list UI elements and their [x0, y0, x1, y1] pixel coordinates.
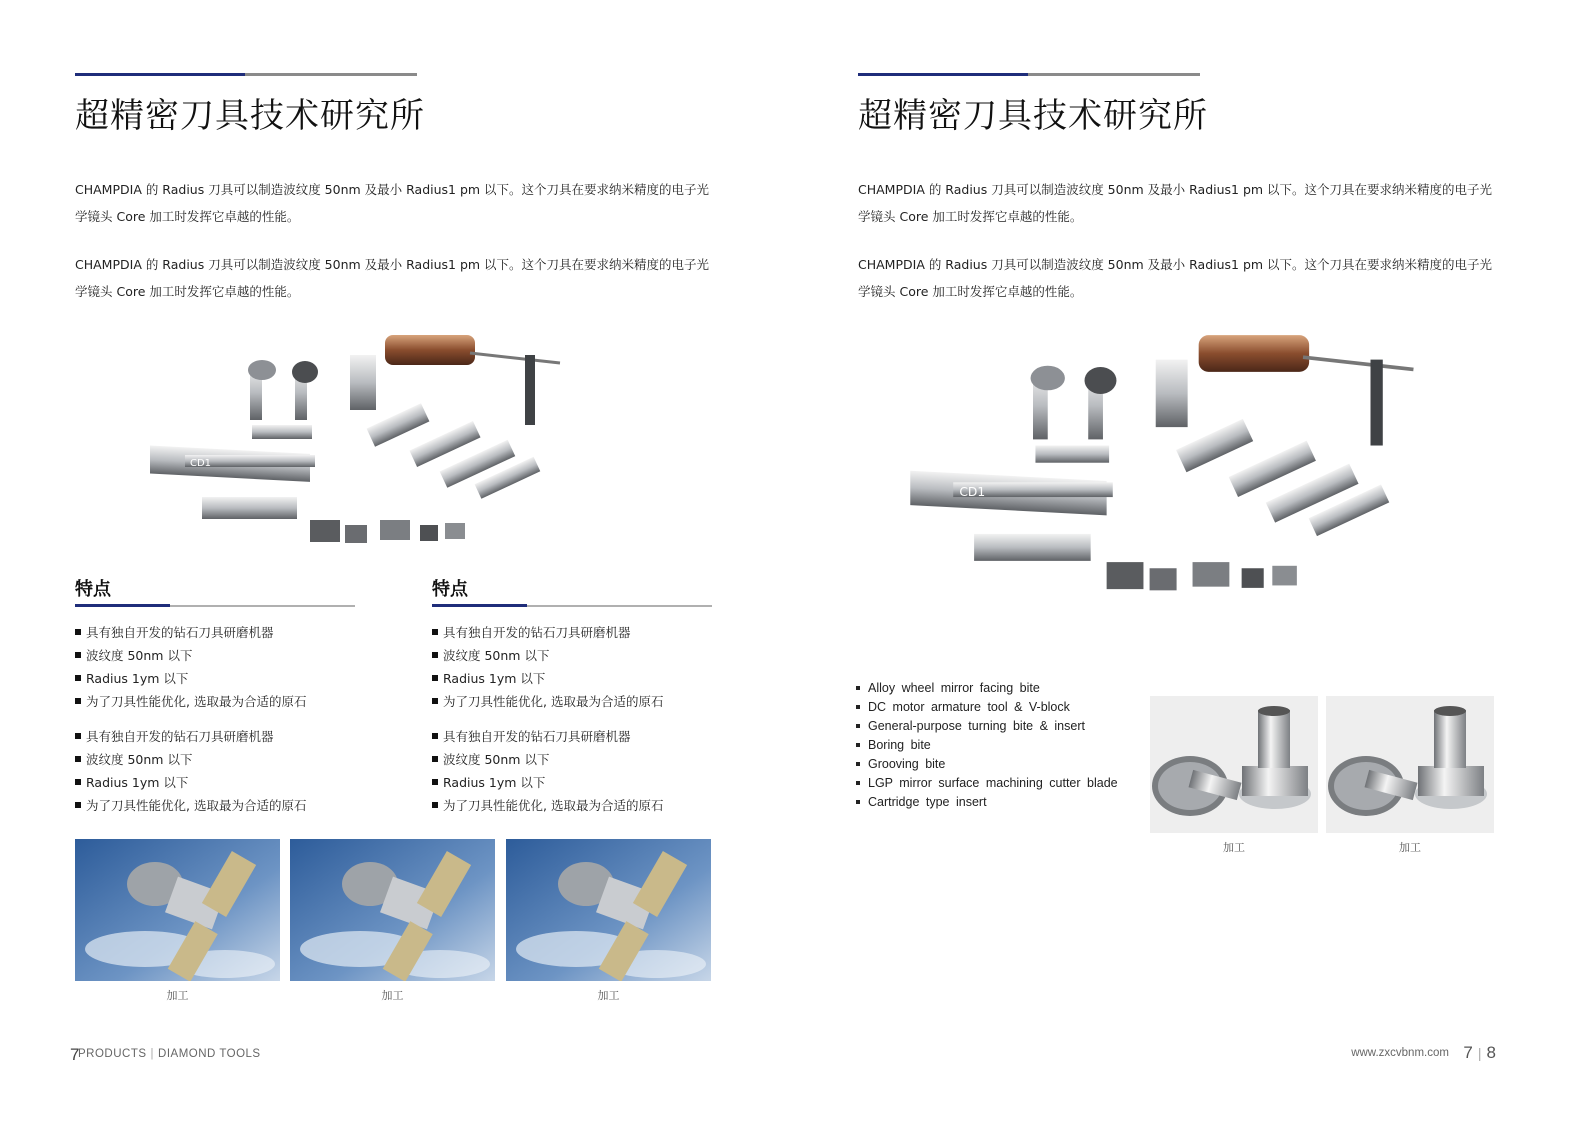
- page-numbers: [1463, 1043, 1496, 1062]
- list-item: General-purpose turning bite & insert: [856, 717, 1118, 736]
- satellite-photo: [506, 839, 711, 981]
- footer-section: [78, 1048, 261, 1060]
- page-number: 7: [1463, 1043, 1473, 1062]
- feature-list: [432, 725, 712, 817]
- page-title: 超精密刀具技术研究所: [75, 96, 425, 136]
- diamond-tools-image: [140, 325, 580, 560]
- list-item: Grooving bite: [856, 755, 1118, 774]
- feature-item: Radius 1ym 以下: [75, 667, 355, 690]
- page-separator: |: [1477, 1045, 1482, 1061]
- heading-rule-accent: [432, 604, 527, 607]
- satellite-photo: [75, 839, 280, 981]
- photo-caption: 加工: [381, 989, 404, 1002]
- product-list: [856, 679, 1118, 812]
- feature-item: 具有独自开发的钻石刀具研磨机器: [432, 725, 712, 748]
- footer: [1351, 1043, 1496, 1063]
- list-item: Boring bite: [856, 736, 1118, 755]
- photo-caption: 加工: [597, 989, 620, 1002]
- section-name: PRODUCTS: [78, 1048, 147, 1060]
- heading-rule: [75, 605, 355, 607]
- intro-paragraph: CHAMPDIA 的 Radius 刀具可以制造波纹度 50nm 及最小 Radius1 pm 以下。这个刀具在要求纳米精度的电子光学镜头 Core 加工时发挥它卓越的性能。: [75, 257, 710, 299]
- list-item: Alloy wheel mirror facing bite: [856, 679, 1118, 698]
- list-item: Cartridge type insert: [856, 793, 1118, 812]
- website-url: www.zxcvbnm.com: [1351, 1047, 1449, 1059]
- features-heading: 特点: [432, 579, 468, 600]
- subsection-name: DIAMOND TOOLS: [158, 1048, 261, 1060]
- feature-item: 具有独自开发的钻石刀具研磨机器: [75, 725, 355, 748]
- feature-item: 波纹度 50nm 以下: [75, 644, 355, 667]
- intro-paragraph: CHAMPDIA 的 Radius 刀具可以制造波纹度 50nm 及最小 Radius1 pm 以下。这个刀具在要求纳米精度的电子光学镜头 Core 加工时发挥它卓越的性能。: [858, 257, 1493, 299]
- feature-item: 为了刀具性能优化, 选取最为合适的原石: [432, 690, 712, 713]
- photo-caption: 加工: [1223, 841, 1245, 854]
- feature-item: Radius 1ym 以下: [432, 771, 712, 794]
- feature-item: Radius 1ym 以下: [432, 667, 712, 690]
- title-rule: [75, 73, 417, 76]
- right-page: [793, 0, 1586, 1122]
- intro-paragraph: CHAMPDIA 的 Radius 刀具可以制造波纹度 50nm 及最小 Radius1 pm 以下。这个刀具在要求纳米精度的电子光学镜头 Core 加工时发挥它卓越的性能。: [75, 182, 710, 224]
- feature-list: [432, 621, 712, 713]
- diamond-tools-image: [898, 322, 1438, 612]
- feature-item: 具有独自开发的钻石刀具研磨机器: [75, 621, 355, 644]
- features-block: [75, 575, 355, 817]
- photo-caption: 加工: [1399, 841, 1421, 854]
- list-item: DC motor armature tool & V-block: [856, 698, 1118, 717]
- title-rule: [858, 73, 1200, 76]
- page-number: 8: [1486, 1043, 1496, 1062]
- heading-rule-accent: [75, 604, 170, 607]
- list-item: LGP mirror surface machining cutter blade: [856, 774, 1118, 793]
- feature-item: 具有独自开发的钻石刀具研磨机器: [432, 621, 712, 644]
- feature-item: 为了刀具性能优化, 选取最为合适的原石: [75, 794, 355, 817]
- satellite-photo: [290, 839, 495, 981]
- feature-item: Radius 1ym 以下: [75, 771, 355, 794]
- page-number: 7: [70, 1045, 80, 1064]
- features-heading: 特点: [75, 579, 111, 600]
- tool-label: CD1: [190, 458, 212, 469]
- feature-item: 为了刀具性能优化, 选取最为合适的原石: [75, 690, 355, 713]
- tool-label: CD1: [959, 484, 986, 499]
- photo-caption: 加工: [166, 989, 189, 1002]
- feature-list: [75, 725, 355, 817]
- feature-item: 波纹度 50nm 以下: [432, 644, 712, 667]
- feature-item: 为了刀具性能优化, 选取最为合适的原石: [432, 794, 712, 817]
- title-rule-accent: [858, 73, 1028, 76]
- footer-separator: |: [150, 1048, 155, 1060]
- page-title: 超精密刀具技术研究所: [858, 96, 1208, 136]
- feature-list: [75, 621, 355, 713]
- features-block: [432, 575, 712, 817]
- title-rule-accent: [75, 73, 245, 76]
- feature-item: 波纹度 50nm 以下: [432, 748, 712, 771]
- machined-part-photo: [1150, 696, 1318, 833]
- heading-rule: [432, 605, 712, 607]
- feature-item: 波纹度 50nm 以下: [75, 748, 355, 771]
- machined-part-photo: [1326, 696, 1494, 833]
- intro-paragraph: CHAMPDIA 的 Radius 刀具可以制造波纹度 50nm 及最小 Radius1 pm 以下。这个刀具在要求纳米精度的电子光学镜头 Core 加工时发挥它卓越的性能。: [858, 182, 1493, 224]
